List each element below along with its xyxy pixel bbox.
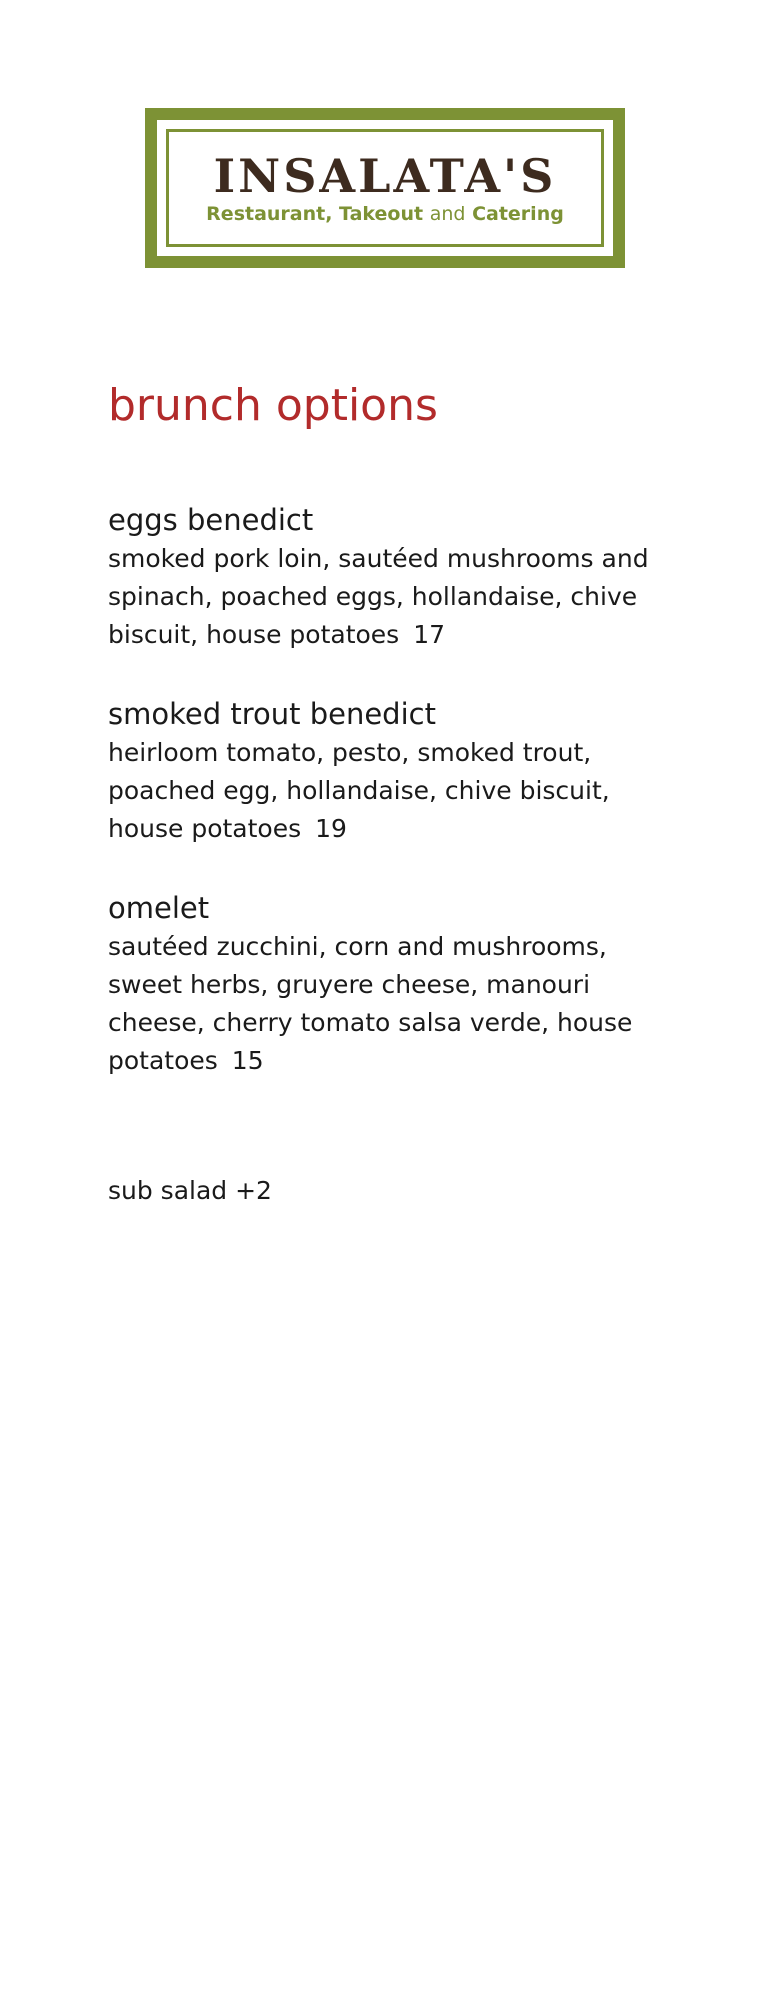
logo-tagline-part-2: Catering xyxy=(472,202,564,225)
menu-item-name: smoked trout benedict xyxy=(108,697,436,731)
menu-list xyxy=(108,500,668,1120)
logo-tagline xyxy=(206,202,564,225)
menu-item-price: 19 xyxy=(315,814,347,843)
menu-item xyxy=(108,888,668,1080)
menu-item-price: 17 xyxy=(413,620,446,649)
menu-item-price: 15 xyxy=(231,1046,264,1075)
menu-item-description-text: sautéed zucchini, corn and mushrooms, sweet herbs, gruyere cheese, manouri cheese, cherry tomato salsa verde, house potatoes xyxy=(108,932,633,1075)
menu-item-name: omelet xyxy=(108,891,210,925)
logo-restaurant-name: INSALATA'S xyxy=(213,148,557,203)
substitution-note: sub salad +2 xyxy=(108,1176,272,1205)
menu-item-description-text: heirloom tomato, pesto, smoked trout, poached egg, hollandaise, chive biscuit, house potatoes xyxy=(108,738,610,843)
restaurant-logo xyxy=(145,108,625,268)
logo-tagline-and: and xyxy=(429,202,466,225)
menu-item xyxy=(108,500,668,654)
page-title: brunch options xyxy=(108,380,438,431)
menu-item-description-text: smoked pork loin, sautéed mushrooms and spinach, poached eggs, hollandaise, chive biscuit, house potatoes xyxy=(108,544,649,649)
menu-item-description xyxy=(108,928,668,1080)
menu-item xyxy=(108,694,668,848)
menu-item-description xyxy=(108,540,668,654)
logo-inner-frame xyxy=(166,129,604,247)
menu-item-description xyxy=(108,734,668,848)
menu-item-name: eggs benedict xyxy=(108,503,314,537)
logo-tagline-part-1: Restaurant, Takeout xyxy=(206,202,424,225)
